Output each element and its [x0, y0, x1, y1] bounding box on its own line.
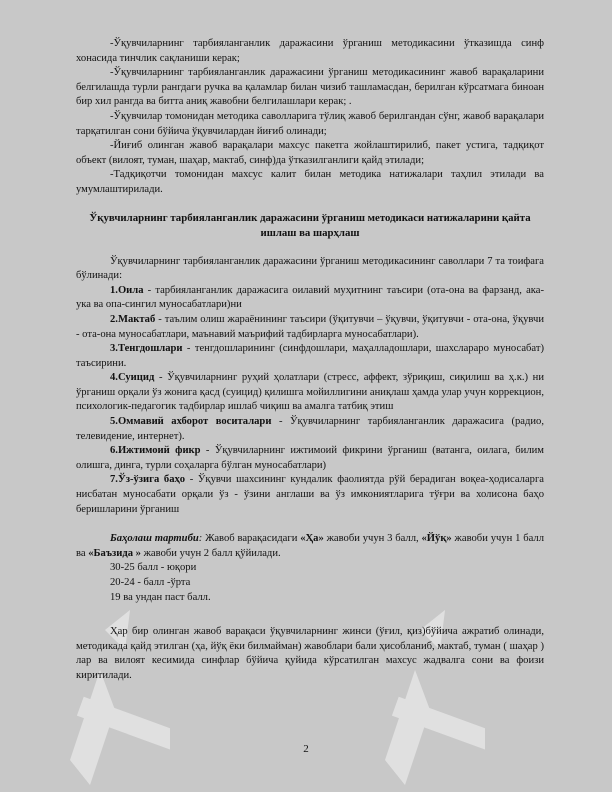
- category-title: 1.Оила: [110, 284, 144, 296]
- category-text: - Ўқувчи шахсининг кундалик фаолиятда рўй берадиган воқеа-ҳодисаларга нисбатан муносабати орқали ўз - ўзини англаши ва ўз имкониятларига тўғри ва холисона баҳо беришларини ўрганиш: [76, 474, 544, 515]
- category-title: 2.Мактаб: [110, 313, 156, 325]
- list-item: [76, 444, 544, 473]
- answer-yes: «Ҳа»: [300, 533, 324, 545]
- section-heading: Ўқувчиларнинг тарбияланганлик даражасини ўрганиш методикаси натижаларини қайта ишлаш ва шарҳлаш: [89, 211, 531, 239]
- paragraph: -Ўқувчиларнинг тарбияланганлик даражасини ўрганиш методикасини ўтказишда синф хонасида тинчлик сақланиши керак;: [76, 38, 544, 64]
- score-level: 30-25 балл - юқори: [110, 562, 197, 574]
- document-body: [76, 37, 544, 684]
- intro-paragraph: Ўқувчиларнинг тарбияланганлик даражасини ўрганиш методикасининг саволлари 7 та тоифага бўлинади:: [76, 255, 544, 282]
- category-text: - тарбияланганлик даражасига оилавий муҳитнинг таъсири (ота-она ва фарзанд, ака-ука ва опа-сингил муносабатлари)ни: [76, 284, 544, 311]
- scoring-label: Баҳолаш тартиби: [110, 533, 199, 545]
- list-item: [76, 284, 544, 313]
- scoring-text: жавоби учун 3 балл,: [323, 533, 422, 545]
- list-item: [76, 473, 544, 517]
- scoring-paragraph: [76, 532, 544, 561]
- category-title: 4.Суицид: [110, 372, 155, 384]
- category-text: - Ўқувчиларнинг тарбияланганлик даражасига (радио, телевидение, интернет).: [76, 416, 544, 442]
- list-item: [76, 342, 544, 371]
- paragraph: -Ўқувчилар томонидан методика саволларига тўлиқ жавоб берилгандан сўнг, жавоб варақалари тарқатилган сони бўйича ўқувчилардан йиғиб олинади;: [76, 110, 544, 137]
- score-level: 19 ва ундан паст балл.: [110, 591, 211, 603]
- scoring-text: жавоби учун 1 балл ва: [76, 533, 544, 559]
- category-title: 5.Оммавий ахборот воситалари: [110, 416, 272, 428]
- list-item: [76, 415, 544, 444]
- category-title: 3.Тенгдошлари: [110, 343, 183, 355]
- category-title: 6.Ижтимоий фикр: [110, 445, 201, 457]
- scoring-colon: :: [198, 533, 203, 545]
- category-text: - тенгдошларининг (синфдошлари, маҳалладошлари, шахсларaро муносабат) таъсирини.: [76, 343, 544, 369]
- list-item: [76, 313, 544, 342]
- category-text: - таълим олиш жараёнининг таъсири (ўқитувчи – ўқувчи, ўқитувчи - ота-она, ўқувчи - ота-она муносабатлари, маънавий маърифий тадбирларга муносабатлари).: [76, 313, 544, 340]
- category-title: 7.Ўз-ўзига баҳо: [110, 474, 186, 486]
- paragraph: -Тадқиқотчи томонидан махсус калит билан методика натижалари таҳлил этилади ва умумлаштирилади.: [76, 169, 544, 195]
- paragraph: -Йиғиб олинган жавоб варақалари махсус пакетга жойлаштирилиб, пакет устига, тадқиқот объект (вилоят, туман, шаҳар, мактаб, синф)да ўтказилганлиги қайд этилади;: [76, 140, 544, 166]
- score-level: 20-24 - балл -ўрта: [110, 577, 191, 588]
- answer-sometimes: «Баъзида »: [88, 547, 141, 559]
- category-text: - Ўқувчиларнинг ижтимоий фикрини ўрганиш (ватанга, оилага, билим олишга, динга, турли соҳаларга бўлган муносабатлари): [76, 445, 544, 471]
- scoring-text: Жавоб варақасидаги: [202, 533, 301, 545]
- page-number: 2: [303, 743, 309, 755]
- scoring-text: жавоби учун 2 балл қўйилади.: [140, 547, 281, 559]
- list-item: [76, 371, 544, 415]
- category-text: - Ўқувчиларнинг руҳий ҳолатлари (стресс, аффект, зўриқиш, сиқилиш ва ҳ.к.) ни ўрганиш орқали ўз жонига қасд (суицид) қилишга мойиллигини аниқлаш ҳамда улар учун коррекцион, психологик-педагогик тадбирлар ишлаб чиқиш ва амалга татбиқ этиш: [76, 372, 544, 413]
- paragraph: -Ўқувчиларнинг тарбияланганлик даражасини ўрганиш методикасининг жавоб варақаларини белгилашда турли рангдаги ручка ва қаламлар билан чизиб ташламасдан, берилган кўрсатмага биноан бир хил рангда ва битта аниқ жавобни белгилашлари керак; .: [76, 67, 544, 108]
- answer-no: «Йўқ»: [421, 533, 452, 545]
- final-paragraph: Ҳар бир олинган жавоб варақаси ўқувчиларнинг жинси (ўғил, қиз)бўйича ажратиб олинади, методикада қайд этилган (ҳа, йўқ ёки билмайман) жавоблари бали ҳисобланиб, мактаб, туман ( шаҳар ) лар ва вилоят кесимида синфлар бўйича қуйида кўрсатилган махсус жадвалга сони ва фоизи киритилади.: [76, 626, 544, 681]
